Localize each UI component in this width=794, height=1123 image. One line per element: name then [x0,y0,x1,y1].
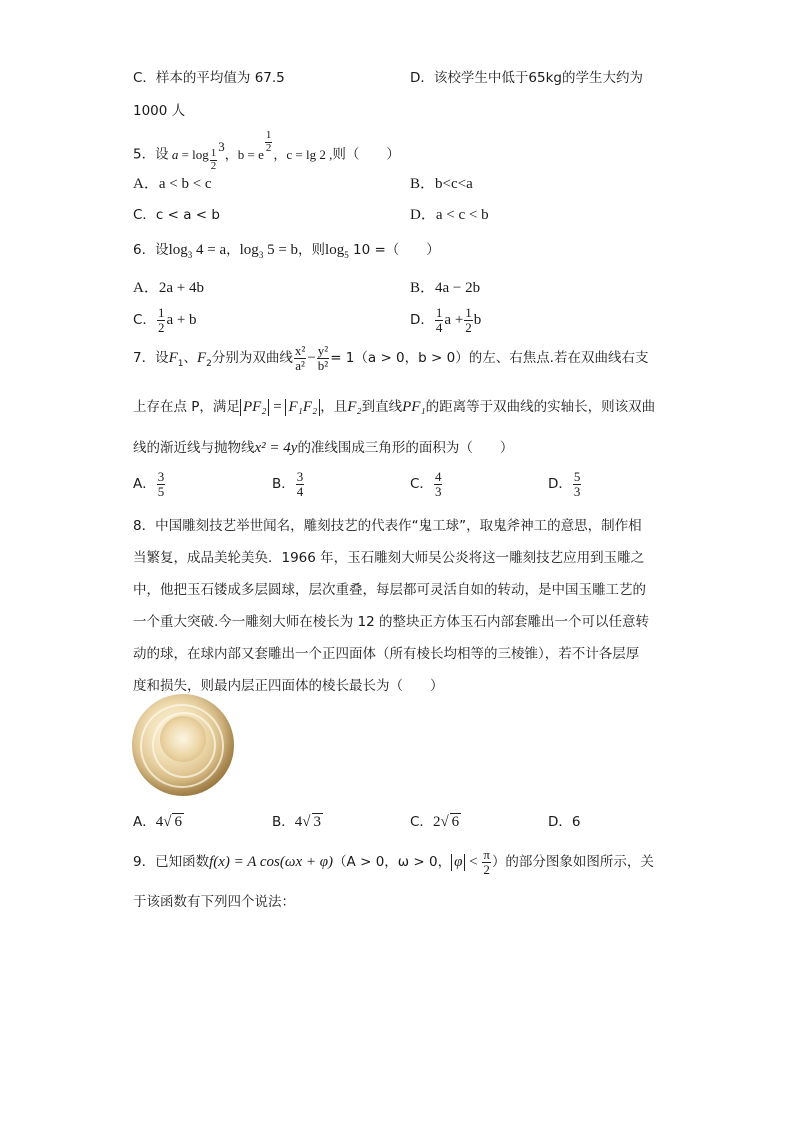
q8-line-2: 当繁复，成品美轮美奂．1966 年，玉石雕刻大师吴公炎将这一雕刻技艺应用到玉雕之 [133,550,645,566]
q7-option-b: B． $\frac{3}{4}$ [272,469,304,499]
q7-option-c: C． $\frac{4}{3}$ [410,469,442,499]
q8-line-1: 8．中国雕刻技艺举世闻名，雕刻技艺的代表作“鬼工球”，取鬼斧神工的意思，制作相 [133,518,642,534]
q8-option-c: C．2√ 6 [410,814,460,830]
q4-option-c: C．样本的平均值为 67.5 [133,70,285,86]
q5-option-a: A．a < b < c [133,176,212,192]
q9-line-1: 9．已知函数f(x) = A cos(ωx + φ)（A > 0，ω > 0， φ < $\frac{\pi}{2}$ ）的部分图象如图所示，关 [133,847,654,877]
q7-line-1: 7．设$F_1$、$F_2$分别为双曲线 $\frac{\text{x²}}{\text{a²}}$ − $\frac{\text{y²}}{\text{b²}}$ = 1（a > 0，b > 0）的左、右焦点.若在双曲线右支 [133,343,649,373]
q6-option-a: A．2a + 4b [133,280,204,296]
q6-option-c: C． $\frac{1}{2}$ a + b [133,305,197,335]
q8-line-3: 中，他把玉石镂成多层圆球，层次重叠，每层都可灵活自如的转动，是中国玉雕工艺的 [133,582,646,598]
q7-line-2: 上存在点 P，满足 PF₂ = F₁F₂ ，且F₂到直线PF₁的距离等于双曲线的实轴长，则该双曲 [133,399,656,415]
q8-line-6: 度和损失，则最内层正四面体的棱长最长为（ ） [133,678,444,694]
q7-line-3: 线的渐近线与抛物线x² = 4y的准线围成三角形的面积为（ ） [133,440,514,456]
q8-option-d: D．6 [548,814,581,830]
q8-line-4: 一个重大突破.今一雕刻大师在棱长为 12 的整块正方体玉石内部套雕出一个可以任意转 [133,614,650,630]
q4-option-d: D．该校学生中低于65kg的学生大约为 [410,70,643,86]
q8-option-a: A．4√ 6 [133,814,182,830]
ghost-ball-photo [132,694,234,796]
q6-stem: 6．设$\log_3 4 = a$，$\log_3 5 = b$，则$\log_5 10$ =（ ） [133,242,440,260]
q4-option-d-continued: 1000 人 [133,103,186,119]
q6-option-b: B．4a − 2b [410,280,481,296]
q8-line-5: 动的球，在球内部又套雕出一个正四面体（所有棱长均相等的三棱锥），若不计各层厚 [133,646,640,662]
q7-option-a: A． $\frac{3}{5}$ [133,469,165,499]
q6-option-d: D． $\frac{1}{4}$ a + $\frac{1}{2}$ b [410,305,482,335]
q8-option-b: B．4√ 3 [272,814,321,830]
q5-stem: 5．设 a = log $\frac{1}{2}$ 3，b = e $\frac{1}{2}$ ，c = lg 2 ,则（ ） [133,129,400,172]
q5-option-c: C．c < a < b [133,207,220,223]
q5-option-b: B．b<c<a [410,176,473,192]
q5-option-d: D．a < c < b [410,207,489,223]
q9-line-2: 于该函数有下列四个说法： [133,894,295,910]
q7-option-d: D． $\frac{5}{3}$ [548,469,581,499]
